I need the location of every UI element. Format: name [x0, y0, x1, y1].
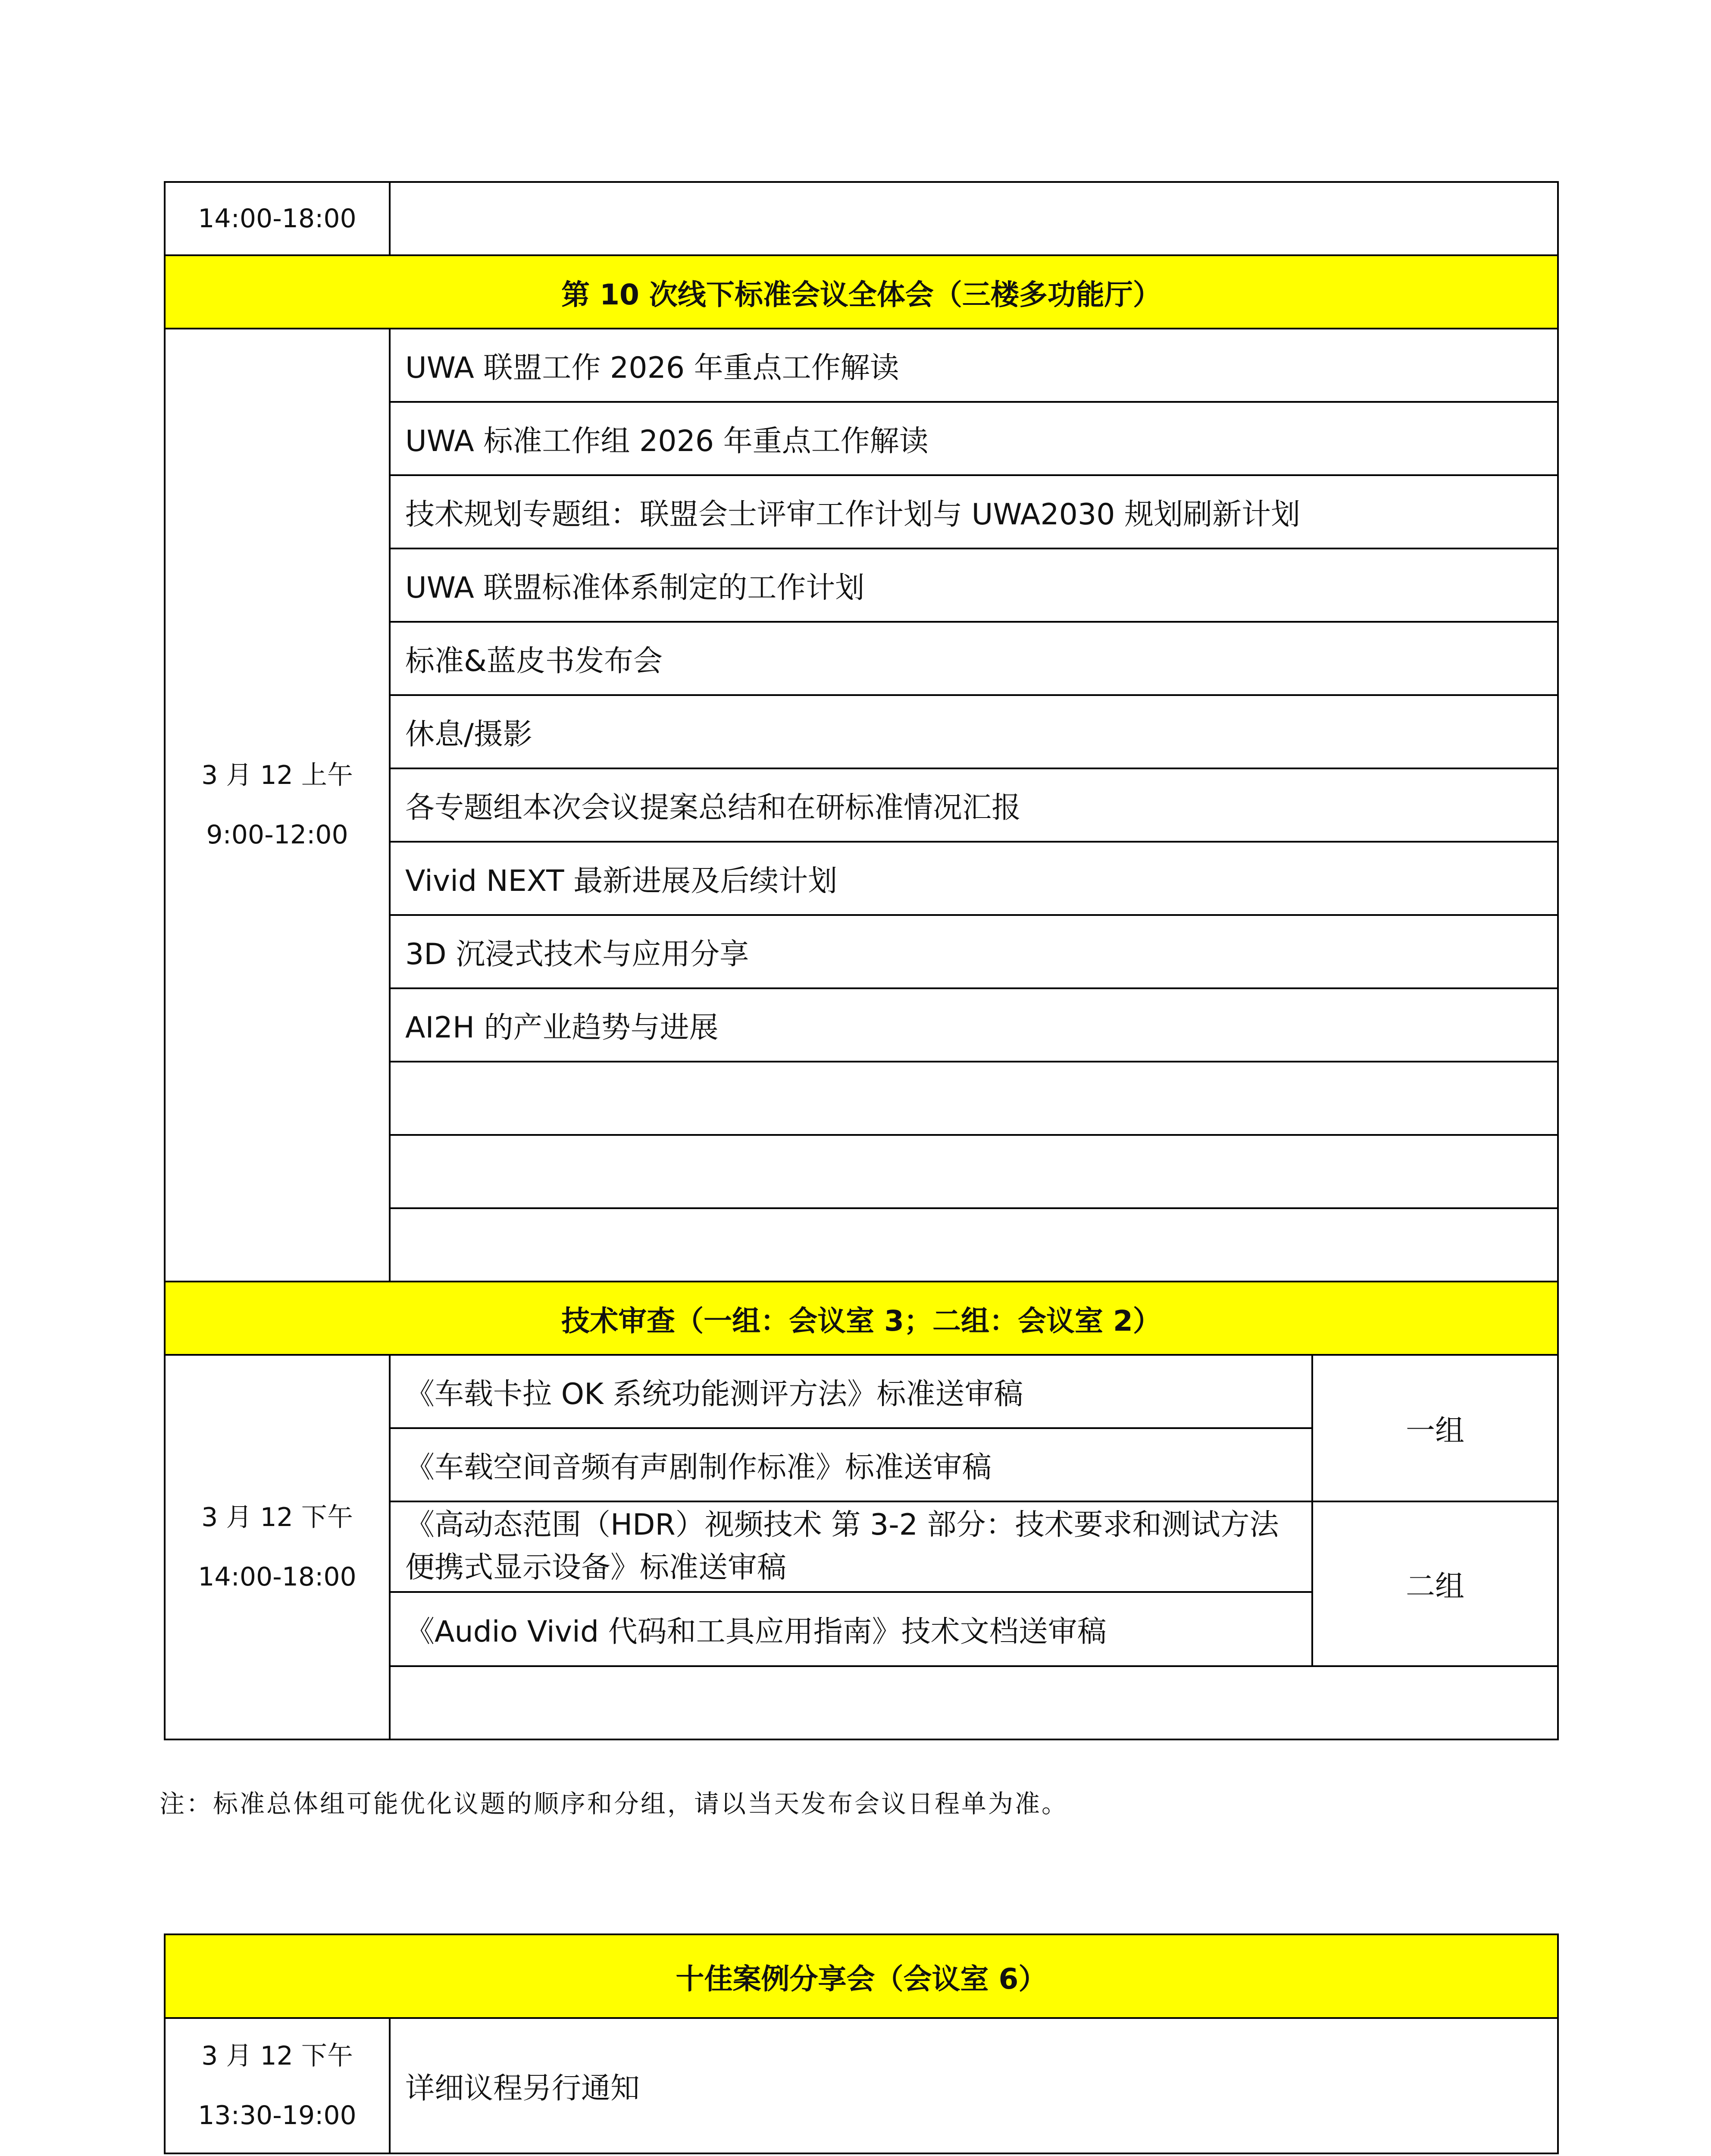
morning-time: 9:00-12:00	[206, 820, 348, 850]
afternoon-date: 3 月 12 下午	[201, 1502, 353, 1532]
group-cell: 一组	[1312, 1355, 1558, 1501]
agenda-item: Vivid NEXT 最新进展及后续计划	[390, 842, 1558, 915]
case-date: 3 月 12 下午	[201, 2041, 353, 2071]
case-sharing-table	[164, 1934, 1559, 2154]
table-row	[165, 329, 1558, 402]
review-item: 《车载空间音频有声剧制作标准》标准送审稿	[390, 1428, 1312, 1501]
morning-time-cell	[165, 329, 390, 1282]
table-row	[165, 182, 1558, 255]
empty-cell	[390, 1666, 1558, 1739]
agenda-item: 休息/摄影	[390, 695, 1558, 768]
table-row	[165, 1355, 1558, 1428]
agenda-item	[390, 1208, 1558, 1282]
empty-cell	[390, 182, 1558, 255]
case-sharing-header: 十佳案例分享会（会议室 6）	[165, 1934, 1558, 2018]
agenda-item: UWA 标准工作组 2026 年重点工作解读	[390, 402, 1558, 475]
agenda-item: 各专题组本次会议提案总结和在研标准情况汇报	[390, 768, 1558, 842]
plenary-header: 第 10 次线下标准会议全体会（三楼多功能厅）	[165, 255, 1558, 329]
agenda-item: 技术规划专题组：联盟会士评审工作计划与 UWA2030 规划刷新计划	[390, 475, 1558, 548]
agenda-item	[390, 1135, 1558, 1208]
case-time: 13:30-19:00	[198, 2100, 357, 2131]
agenda-item: UWA 联盟工作 2026 年重点工作解读	[390, 329, 1558, 402]
group-cell: 二组	[1312, 1501, 1558, 1666]
agenda-item: UWA 联盟标准体系制定的工作计划	[390, 548, 1558, 622]
agenda-item	[390, 1062, 1558, 1135]
agenda-item: AI2H 的产业趋势与进展	[390, 988, 1558, 1062]
agenda-item: 3D 沉浸式技术与应用分享	[390, 915, 1558, 988]
agenda-item: 标准&蓝皮书发布会	[390, 622, 1558, 695]
agenda-table	[164, 181, 1559, 1740]
morning-date: 3 月 12 上午	[201, 760, 353, 790]
time-cell: 14:00-18:00	[165, 182, 390, 255]
section-header-row	[165, 255, 1558, 329]
afternoon-time-cell	[165, 1355, 390, 1739]
footnote: 注：标准总体组可能优化议题的顺序和分组，请以当天发布会议日程单为准。	[160, 1789, 1069, 1818]
review-header: 技术审查（一组：会议室 3；二组：会议室 2）	[165, 1282, 1558, 1355]
review-item: 《Audio Vivid 代码和工具应用指南》技术文档送审稿	[390, 1592, 1312, 1666]
table-row	[165, 2018, 1558, 2153]
afternoon-time: 14:00-18:00	[198, 1562, 357, 1592]
case-content: 详细议程另行通知	[390, 2018, 1558, 2153]
case-time-cell	[165, 2018, 390, 2153]
review-item: 《车载卡拉 OK 系统功能测评方法》标准送审稿	[390, 1355, 1312, 1428]
section-header-row	[165, 1282, 1558, 1355]
review-item: 《高动态范围（HDR）视频技术 第 3-2 部分：技术要求和测试方法 便携式显示设备》标准送审稿	[390, 1501, 1312, 1592]
section-header-row	[165, 1934, 1558, 2018]
